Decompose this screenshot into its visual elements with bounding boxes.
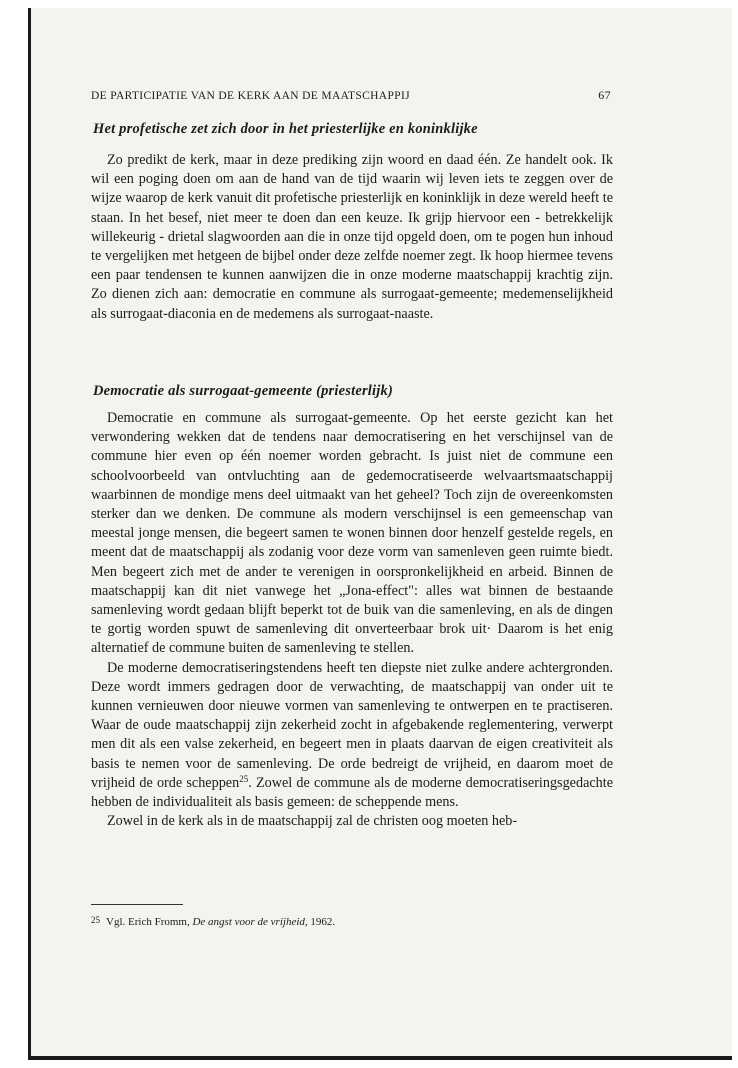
paragraph-text: De moderne democratiseringstendens heeft ten diepste niet zulke andere achtergronden. Deze wordt immers gedragen door de verwachting, de maatschappij van onder uit te kunnen vernieuwen door nieuwe vormen van samenleving te ontwerpen en te practiseren. Waar de oude maatschappij zijn zekerheid zocht in afgebakende reglementering, verwerpt men dit als een valse zekerheid, en begeert men in plaats daarvan de eigen creativiteit als basis te nemen voor de samenleving. De orde bedreigt de vrijheid, en daarom moet de vrijheid de orde scheppen [91, 659, 613, 791]
page-sheet [28, 8, 732, 1060]
paragraph-text: . Zowel de commune als de moderne democratiseringsgedachte hebben de individualiteit als basis gemeen: de scheppende mens. [91, 774, 613, 811]
footnote-prefix: Vgl. Erich Fromm, [106, 916, 193, 928]
page-number: 67 [598, 88, 611, 102]
footnote-divider [91, 904, 183, 905]
paragraph: Democratie en commune als surrogaat-gemeente. Op het eerste gezicht kan het verwondering wekken dat de tendens naar democratisering en het verschijnsel van de commune hier even op één noemer worden gebracht. Is juist niet de commune een schoolvoorbeeld van ontvluchting aan de gedemocratiseerde welvaartsmaatschappij waarbinnen de mondige mens deel uitmaakt van het geheel? Toch zijn de overeenkomsten sterker dan we denken. De commune als modern verschijnsel is een gemeenschap van meestal jonge mensen, die begeert samen te wonen binnen door henzelf gestelde regels, en meent dat de maatschappij als zodanig voor deze vorm van samenleven geen ruimte biedt. Men begeert zich met de ander te verenigen in oorspronkelijkheid en arbeid. Binnen de maatschappij kan dit niet vanwege het „Jona-effect": alles wat binnen de bestaande samenleving wordt gedaan blijft beperkt tot de buik van die samenleving, en als de dingen te gortig worden spuwt de samenleving dit onverteerbaar brok uit· Daarom is het enig alternatief de commune buiten de samenleving te stellen. [91, 410, 613, 657]
running-title: DE PARTICIPATIE VAN DE KERK AAN DE MAATSCHAPPIJ [91, 90, 410, 102]
footnote-suffix: , 1962. [304, 916, 336, 928]
paragraph: Zowel in de kerk als in de maatschappij zal de christen oog moeten heb- [107, 813, 518, 830]
section-body-democratie [91, 409, 613, 831]
paragraph: Zo predikt de kerk, maar in deze prediking zijn woord en daad één. Ze handelt ook. Ik wil een poging doen om aan de hand van de tijd waarin wij leven iets te zeggen over de wijze waarop de kerk vanuit dit profetische priesterlijk en koninklijk in deze wereld heeft te staan. In het besef, niet meer te doen dan een keuze. Ik grijp hiervoor een - betrekkelijk willekeurig - drietal slagwoorden aan die in onze tijd opgeld doen, om te pogen hun inhoud te vergelijken met hetgeen de bijbel onder deze zelfde noemer zegt. Ik hoop hiermee tevens een paar tendensen te kunnen aanwijzen die in onze moderne maatschappij krachtig zijn. Zo dienen zich aan: democratie en commune als surrogaat-gemeente; medemenselijkheid als surrogaat-diaconia en de medemens als surrogaat-naaste. [91, 152, 613, 322]
footnote-reference[interactable]: 25 [239, 773, 249, 784]
footnote-number: 25 [91, 915, 100, 925]
paragraph [91, 659, 613, 813]
section-heading-profetische: Het profetische zet zich door in het priesterlijke en koninklijke [93, 121, 478, 137]
section-heading-democratie: Democratie als surrogaat-gemeente (priesterlijk) [93, 383, 393, 399]
footnote-book-title: De angst voor de vrijheid [192, 916, 305, 928]
running-header [91, 88, 613, 104]
section-body-profetische [91, 151, 613, 324]
footnote [91, 913, 613, 929]
